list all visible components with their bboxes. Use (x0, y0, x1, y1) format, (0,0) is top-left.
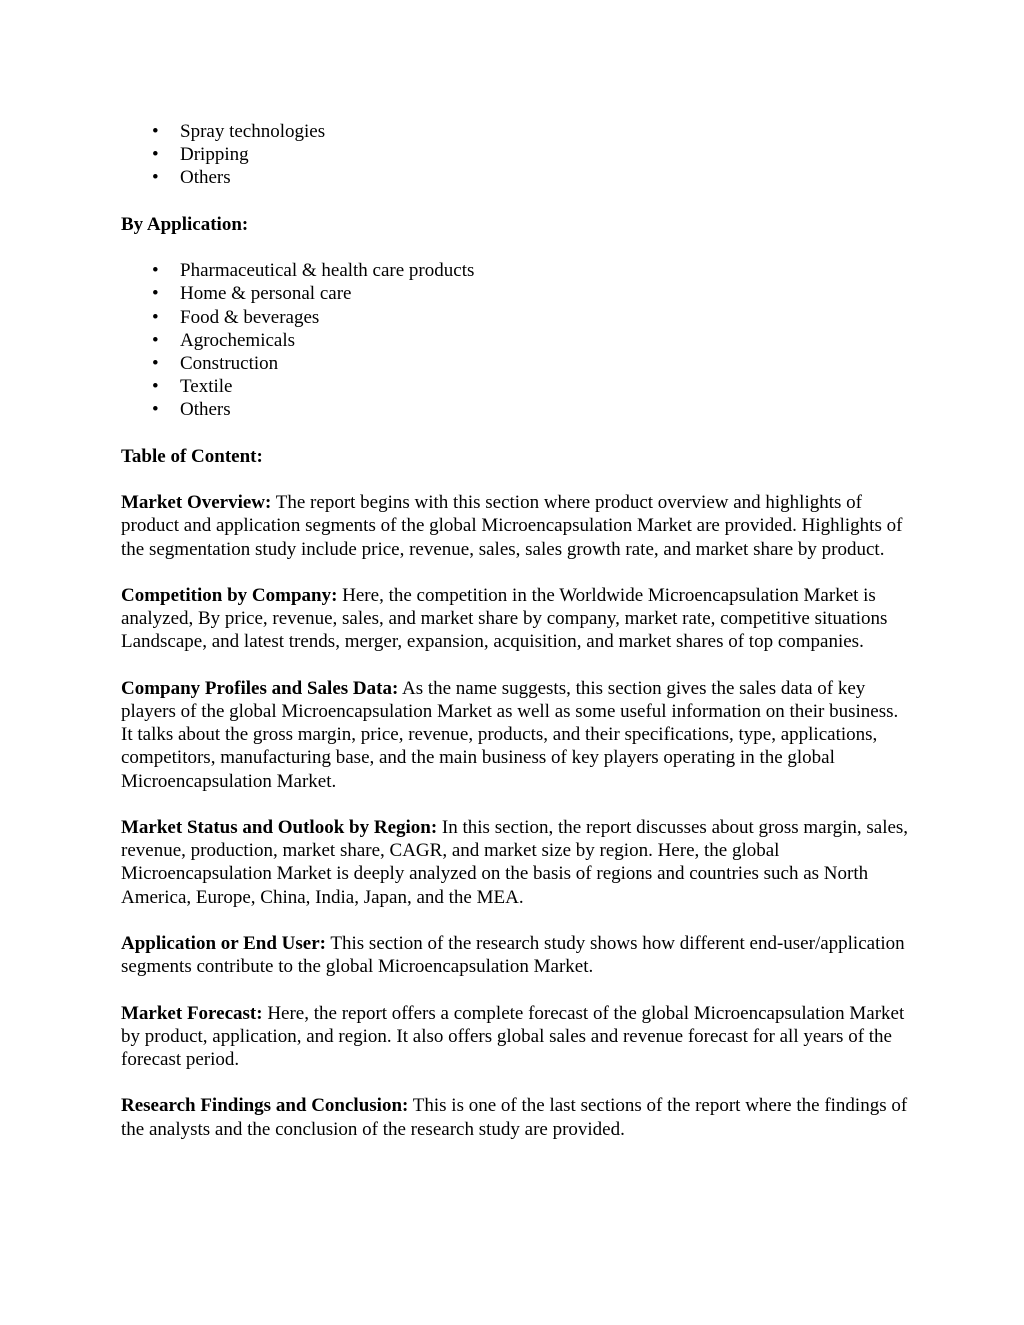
section-text: Here, the competition in the Worldwide Microencapsulation Market is analyzed, By price, revenue, sales, and market share by company, market rate, competitive situations Landscape, and latest trends, merger, expansion, acquisition, and market shares of top companies. (121, 584, 888, 653)
section-text: This section of the research study shows how different end-user/application segments contribute to the global Microencapsulation Market. (121, 932, 905, 978)
section-market-status-by-region (121, 816, 911, 909)
section-lead: Competition by Company: (121, 584, 338, 606)
section-market-overview (121, 491, 911, 561)
document-page (121, 120, 911, 1141)
section-text: This is one of the last sections of the report where the findings of the analysts and the conclusion of the research study are provided. (121, 1095, 908, 1140)
list-item: • Others (121, 166, 911, 189)
section-company-profiles (121, 677, 911, 793)
list-item: • Dripping (121, 143, 911, 166)
section-lead: Research Findings and Conclusion: (121, 1095, 409, 1117)
section-research-findings (121, 1094, 911, 1140)
section-competition-by-company (121, 584, 911, 654)
section-application-end-user (121, 932, 911, 978)
list-item: • Textile (121, 375, 911, 398)
section-lead: Market Overview: (121, 492, 272, 514)
section-text: In this section, the report discusses about gross margin, sales, revenue, production, market share, CAGR, and market size by region. Here, the global Microencapsulation Market is deeply analyzed on the basis of regions and countries such as North America, Europe, China, India, Japan, and the MEA. (121, 816, 909, 908)
list-item: • Others (121, 398, 911, 421)
section-lead: Company Profiles and Sales Data: (121, 677, 399, 699)
list-item: • Construction (121, 352, 911, 375)
list-item: • Spray technologies (121, 120, 911, 143)
list-item: • Home & personal care (121, 282, 911, 305)
section-lead: Market Status and Outlook by Region: (121, 816, 438, 838)
list-item: • Agrochemicals (121, 329, 911, 352)
list-item: • Pharmaceutical & health care products (121, 259, 911, 282)
section-market-forecast (121, 1002, 911, 1072)
toc-heading: Table of Content: (121, 445, 263, 467)
application-list (121, 259, 911, 421)
method-list (121, 120, 911, 190)
section-text: As the name suggests, this section gives the sales data of key players of the global Microencapsulation Market as well as some useful information on their business. It talks about the gross margin, price, revenue, products, and their specifications, type, applications, competitors, manufacturing base, and the main business of key players operating in the global Microencapsulation Market. (121, 677, 899, 792)
section-text: Here, the report offers a complete forecast of the global Microencapsulation Market by product, application, and region. It also offers global sales and revenue forecast for all years of the forecast period. (121, 1002, 905, 1070)
by-application-heading: By Application: (121, 213, 249, 235)
section-text: The report begins with this section where product overview and highlights of product and application segments of the global Microencapsulation Market are provided. Highlights of the segmentation study include price, revenue, sales, sales growth rate, and market share by product. (121, 492, 903, 560)
section-lead: Application or End User: (121, 932, 326, 954)
section-lead: Market Forecast: (121, 1002, 263, 1024)
list-item: • Food & beverages (121, 306, 911, 329)
